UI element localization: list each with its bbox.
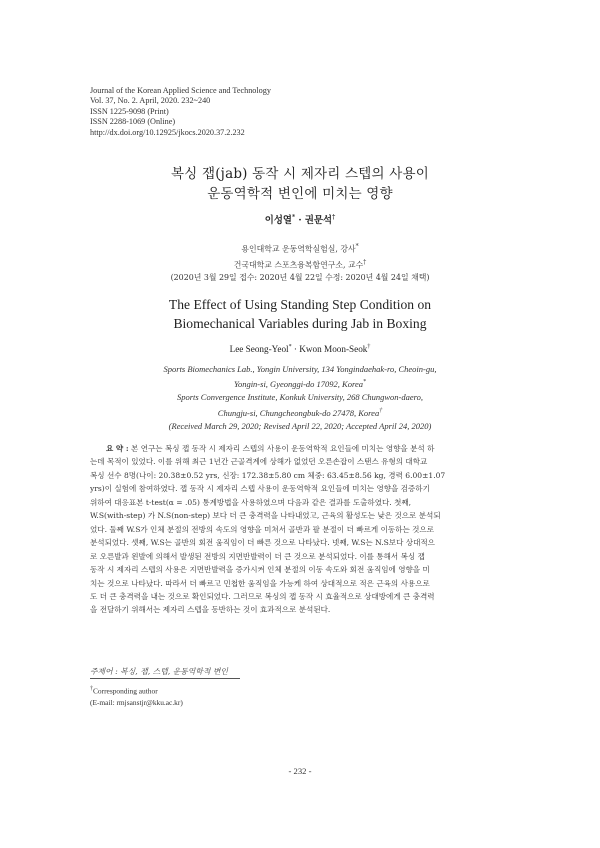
abstract-line: 치는 것으로 나타났다. 따라서 더 빠르고 민첩한 움직임을 가능케 하여 상대적으로 적은 근육의 사용으로 [90,578,430,588]
korean-authors [0,212,600,226]
korean-affiliation-2-mark: † [363,258,367,266]
abstract-line: 로 오른발과 왼발에 의해서 발생된 전방의 지면반발력이 더 큰 것으로 분석되었다. 이를 통해서 복싱 잽 [90,551,425,561]
abstract-line: 는데 목적이 있었다. 이를 위해 최근 1년간 근골격계에 상해가 없었던 오른손잡이 스탠스 유형의 대학교 [90,457,428,467]
korean-affiliations [0,240,600,284]
english-author-2-mark: † [367,344,371,350]
issn-print: ISSN 1225-9098 (Print) [90,106,169,116]
english-author-1: Lee Seong-Yeol [229,344,289,355]
korean-author-1-mark: * [291,213,296,221]
english-author-2: Kwon Moon-Seok [299,344,368,355]
page-number: - 232 - [288,766,312,776]
korean-author-2-mark: † [332,213,336,221]
korean-affiliation-1: 용인대학교 운동역학실험실, 강사 [241,244,356,254]
english-title [0,296,600,333]
abstract-line: 분석되었다. 셋째, W.S는 골반의 회전 움직임이 더 빠른 것으로 나타났다. 넷째, W.S는 N.S보다 상대적으 [90,538,435,548]
english-affiliation-2-mark: † [379,407,383,414]
keywords: 주제어 : 복싱, 잽, 스텝, 운동역학적 변인 [90,667,228,676]
english-title-line-1: The Effect of Using Standing Step Condition on [168,297,432,312]
english-affiliation-line-4: Chungju-si, Chungcheongbuk-do 27478, Korea [217,407,380,418]
english-author-separator: · [291,344,300,355]
korean-title [0,164,600,204]
english-author-1-mark: * [288,344,292,350]
abstract-line: 을 전달하기 위해서는 제자리 스텝을 동반하는 것이 효과적으로 분석된다. [90,605,331,615]
english-affiliation-line-1: Sports Biomechanics Lab., Yongin University, 134 Yongindaehak-ro, Cheoin-gu, [163,364,437,374]
journal-name: Journal of the Korean Applied Science and Technology [90,86,271,95]
abstract-label: 요 약 : [106,444,129,453]
abstract-line: W.S(with-step) 가 N.S(non-step) 보다 더 큰 충격력을 나타내었고, 근육의 활성도는 낮은 것으로 분석되 [90,511,441,521]
journal-volume: Vol. 37, No. 2. April, 2020. 232~240 [90,96,211,106]
english-affiliations [0,363,600,433]
issn-online: ISSN 2288-1069 (Online) [90,117,176,127]
english-affiliation-line-2: Yongin-si, Gyeonggi-do 17092, Korea [234,379,363,390]
footnote [90,684,183,708]
korean-affiliation-1-mark: * [355,243,359,250]
abstract-line: yrs)이 실험에 참여하였다. 잽 동작 시 제자리 스텝 사용이 운동역학적 요인들에 미치는 영향을 검증하기 [90,484,430,494]
korean-title-line-2: 운동역학적 변인에 미치는 영향 [207,186,393,202]
abstract-line: 었다. 둘째 W.S가 인체 분절의 전방의 속도의 영향을 미쳐서 골반과 팔 분절이 더 빠르게 이동하는 것으로 [90,524,435,534]
abstract-line: 복싱 선수 8명(나이: 20.38±0.52 yrs, 신장: 172.38±5.80 cm 체중: 63.45±8.56 kg, 경력 6.00±1.07 [90,470,446,480]
corresponding-author-label: Corresponding author [93,686,158,696]
abstract-line: 동작 시 제자리 스텝의 사용은 지면반발력을 증가시켜 인체 분절의 이동 속도와 회전 움직임에 영향을 미 [90,565,430,575]
english-affiliation-line-3: Sports Convergence Institute, Konkuk University, 268 Chungwon-daero, [176,392,424,403]
doi-link[interactable]: http://dx.doi.org/10.12925/jkocs.2020.37.2.232 [90,127,245,137]
korean-title-line-1: 복싱 잽(jab) 동작 시 제자리 스텝의 사용이 [171,166,429,182]
english-dates: (Received March 29, 2020; Revised April 22, 2020; Accepted April 24, 2020) [168,420,432,431]
english-title-line-2: Biomechanical Variables during Jab in Boxing [173,315,427,331]
footnote-mark: † [90,686,93,692]
korean-author-2: 권문석 [304,215,333,226]
corresponding-author-email: (E-mail: rmjsanstjr@kku.ac.kr) [90,697,183,707]
english-affiliation-1-mark: * [363,379,366,386]
abstract-line: 위하여 대응표본 t-test(α = .05) 통계방법을 사용하였으며 다음과 같은 결과를 도출하였다. 첫째, [90,497,412,507]
korean-author-separator: · [295,215,305,226]
abstract-line: 본 연구는 복싱 잽 동작 시 제자리 스텝의 사용이 운동역학적 요인들에 미치는 영향을 분석 하 [131,444,435,453]
footnote-divider [90,678,240,679]
korean-author-1: 이성열 [264,215,292,226]
abstract [90,442,512,617]
journal-info [90,86,271,138]
korean-dates: (2020년 3월 29일 접수: 2020년 4월 22일 수정: 2020년 4월 24일 채택) [170,273,430,283]
english-authors [0,344,600,354]
abstract-line: 도 더 큰 충격력을 내는 것으로 확인되었다. 그러므로 복싱의 잽 동작 시 효율적으로 상대방에게 큰 충격력 [90,591,435,601]
korean-affiliation-2: 건국대학교 스포츠융복합연구소, 교수 [233,260,364,270]
